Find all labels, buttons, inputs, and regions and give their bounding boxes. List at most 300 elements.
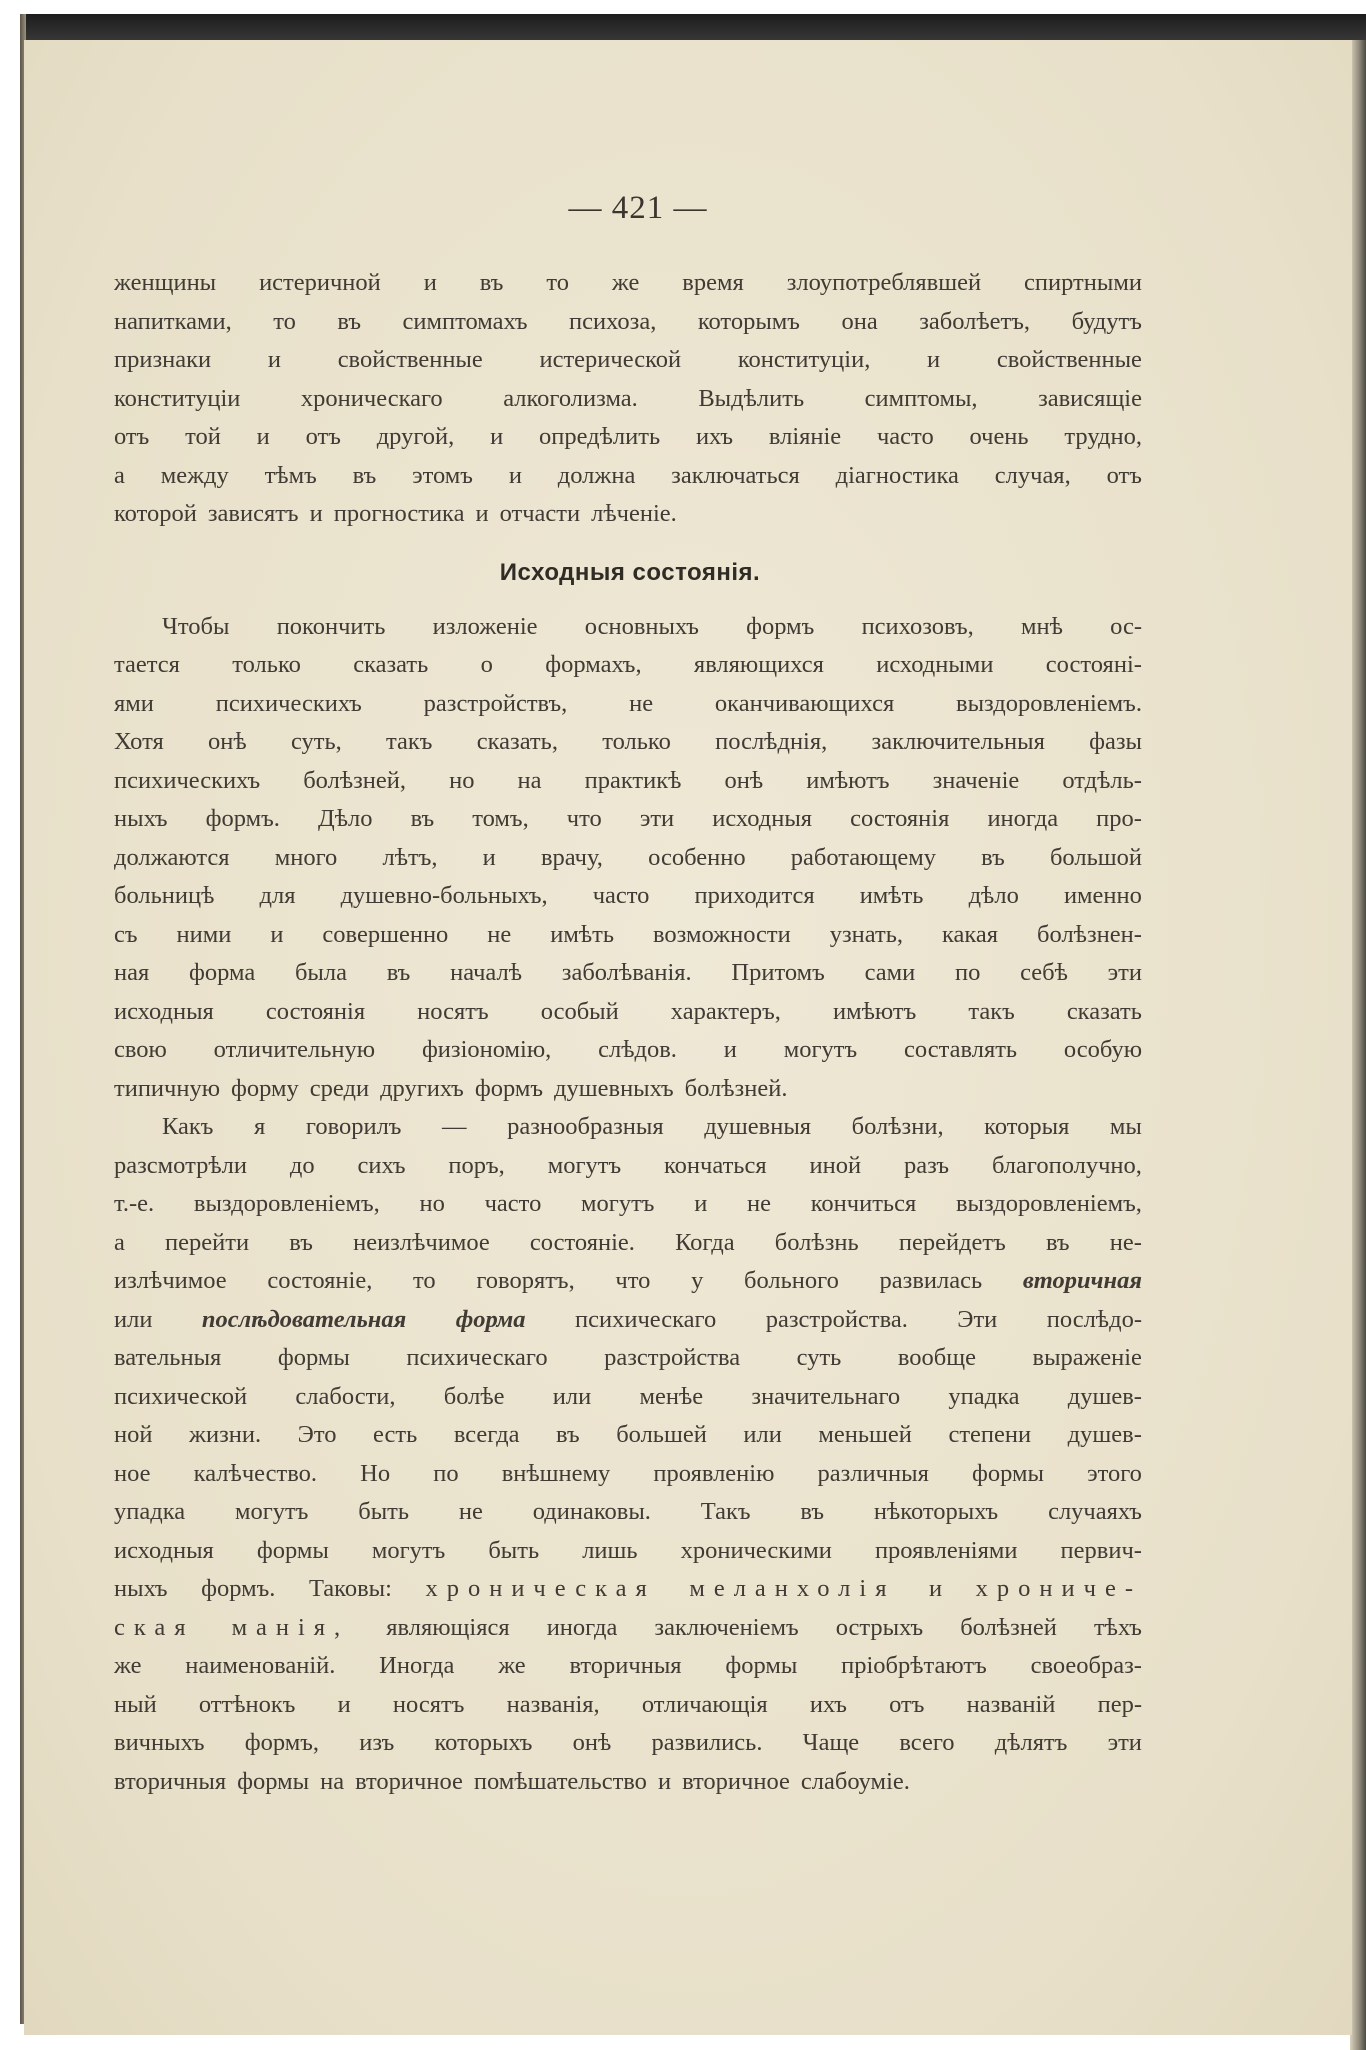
word: душевныя (704, 1113, 812, 1140)
word: Выдѣлить (698, 384, 805, 412)
word: которыя (984, 1113, 1070, 1140)
word: должаются (114, 843, 230, 871)
word: могутъ (371, 1536, 446, 1564)
word: и (723, 1036, 737, 1063)
word: напитками, (114, 307, 232, 335)
word: той (185, 423, 221, 450)
text-line (114, 1185, 1142, 1224)
word: на (517, 766, 542, 794)
word: на (320, 1767, 345, 1795)
word: состояніе, (267, 1267, 373, 1294)
word: формы (237, 1767, 310, 1795)
word: по (433, 1459, 459, 1487)
word: дѣло (968, 882, 1019, 909)
word: и (337, 1690, 351, 1718)
word: неизлѣчимое (353, 1228, 490, 1256)
word: душевно-больныхъ, (340, 882, 548, 909)
word: могутъ (547, 1151, 622, 1179)
word: мнѣ (1020, 612, 1063, 640)
word: не (747, 1190, 772, 1217)
word: опредѣлить (538, 423, 661, 450)
word: проявленіями (874, 1536, 1018, 1564)
word: ихъ (809, 1690, 847, 1718)
word: состоянія (850, 805, 950, 832)
word: послѣдо- (1046, 1305, 1142, 1333)
word: больного (744, 1267, 839, 1294)
word: Притомъ (731, 959, 825, 986)
word: и (657, 1767, 672, 1795)
word: лѣченіе. (591, 500, 677, 527)
word: психической (114, 1382, 248, 1410)
word: онѣ (724, 766, 764, 794)
text-line (114, 1108, 1142, 1147)
word: отличительную (213, 1036, 376, 1063)
word: и (475, 500, 489, 527)
word: разстройства (604, 1344, 741, 1371)
word: болѣзней (960, 1613, 1057, 1641)
word: дѣлятъ (994, 1729, 1068, 1756)
word: разнообразныя (507, 1113, 664, 1140)
word: состояніе. (529, 1228, 635, 1256)
word: быть (488, 1536, 540, 1564)
word: выздоровленіемъ, (955, 1190, 1142, 1217)
word: отдѣль- (1062, 766, 1142, 794)
word: поръ, (448, 1151, 505, 1179)
word: была (294, 959, 347, 986)
text-line (114, 993, 1142, 1032)
word: не- (1109, 1228, 1142, 1256)
word: нѣкоторыхъ (873, 1498, 999, 1525)
word: зависятъ (207, 500, 299, 527)
word: Эти (957, 1305, 998, 1333)
word: онѣ (572, 1729, 612, 1756)
word: она (841, 307, 878, 335)
word: основныхъ (584, 612, 699, 640)
word: и (267, 346, 281, 373)
word: формы (971, 1459, 1044, 1487)
word: формъ (746, 612, 815, 640)
word: симптомахъ (402, 307, 528, 335)
word: возможности (653, 920, 791, 948)
word: свойственные (996, 346, 1142, 373)
word: для (259, 882, 296, 909)
text-line (114, 418, 1142, 457)
text-line (114, 1416, 1142, 1455)
paragraph-1 (114, 264, 1142, 534)
word: манія, (231, 1613, 350, 1641)
word: которыхъ (434, 1729, 533, 1756)
word: говорятъ, (476, 1267, 575, 1294)
word: вичныхъ (114, 1729, 205, 1756)
word: ныхъ (114, 805, 168, 832)
word: же (114, 1652, 142, 1679)
word: будутъ (1071, 307, 1142, 335)
word: онѣ (208, 728, 247, 755)
word: заболѣванія. (561, 959, 692, 986)
word: состоянія (265, 997, 366, 1025)
word: себѣ (1020, 959, 1068, 986)
word: отъ (889, 1690, 925, 1718)
text-line (114, 1031, 1142, 1070)
word: вательныя (114, 1344, 222, 1371)
word: сихъ (357, 1151, 406, 1179)
word: болѣзней. (684, 1074, 788, 1102)
word: могутъ (581, 1190, 655, 1217)
word: у (691, 1267, 704, 1294)
word: съ (114, 920, 138, 948)
word: эти (1107, 1729, 1142, 1756)
word: физіономію, (421, 1036, 552, 1063)
word: первич- (1060, 1536, 1142, 1564)
word: душевныхъ (554, 1074, 674, 1102)
word: пріобрѣтаютъ (841, 1652, 987, 1679)
word: болѣе (443, 1382, 505, 1410)
word: то (546, 269, 569, 296)
word: узнать, (829, 920, 904, 948)
word: мы (1109, 1113, 1142, 1140)
word: ное (114, 1459, 151, 1487)
word: Когда (675, 1228, 735, 1256)
word: я (254, 1113, 266, 1140)
word: ями (114, 689, 154, 717)
word: разъ (904, 1151, 950, 1179)
word: имѣть (550, 920, 615, 948)
word: и (270, 920, 284, 948)
word: такъ (968, 997, 1015, 1025)
word: пер- (1097, 1690, 1142, 1718)
word: болѣзни, (851, 1113, 944, 1140)
text-line (114, 1339, 1142, 1378)
word: ный (114, 1690, 157, 1718)
word: формы (256, 1536, 329, 1564)
text-line (114, 1455, 1142, 1494)
word: и (490, 423, 504, 450)
word: прогностика (333, 500, 465, 527)
word: иной (809, 1151, 862, 1179)
word: формъ (474, 1074, 544, 1102)
paragraph-2 (114, 608, 1142, 1109)
word: же (498, 1652, 526, 1679)
word: отъ (114, 423, 150, 450)
word: въ (800, 1498, 825, 1525)
word: Иногда (379, 1652, 455, 1679)
word: изъ (359, 1729, 395, 1756)
text-line (114, 1686, 1142, 1725)
word: названій (966, 1690, 1056, 1718)
word: — (442, 1113, 467, 1140)
word: лишь (582, 1536, 638, 1564)
word: случаяхъ (1048, 1498, 1142, 1525)
word: въ (352, 461, 377, 489)
word: отъ (305, 423, 341, 450)
word: діагностика (835, 461, 959, 489)
word: психозовъ, (861, 612, 974, 640)
word: жизни. (189, 1421, 262, 1448)
text-line (114, 608, 1142, 647)
word: психическихъ (215, 689, 362, 717)
word: говорилъ (305, 1113, 402, 1140)
text-line (114, 800, 1142, 839)
word: могутъ (783, 1036, 858, 1063)
word: помѣшательство (473, 1767, 647, 1795)
word: Таковы: (308, 1575, 392, 1602)
word: особый (540, 997, 619, 1025)
word: развились. (651, 1729, 763, 1756)
word: вторичная (1022, 1267, 1142, 1294)
word: выздоровленіемъ. (956, 689, 1142, 717)
word: спиртными (1024, 269, 1142, 296)
word: ная (114, 959, 150, 986)
section-heading: Исходныя состоянія. (499, 558, 761, 586)
word: и (508, 461, 522, 489)
word: ними (176, 920, 232, 948)
word: конституціи, (737, 346, 871, 373)
word: въ (1045, 1228, 1070, 1256)
word: хроническая (425, 1575, 656, 1602)
word: тается (114, 651, 180, 678)
text-line (114, 380, 1142, 419)
text-line (114, 1301, 1142, 1340)
word: ихъ (695, 423, 734, 450)
word: ос- (1110, 612, 1142, 640)
word: другихъ (380, 1074, 464, 1102)
word: именно (1063, 882, 1142, 909)
word: другой, (376, 423, 455, 450)
word: тѣмъ (264, 461, 317, 489)
word: и (423, 269, 437, 296)
word: истерической (539, 346, 682, 373)
word: сказать (353, 651, 429, 678)
word: значительнаго (751, 1382, 901, 1410)
word: развилась (879, 1267, 983, 1294)
word: женщины (114, 269, 217, 296)
word: упадка (948, 1382, 1020, 1410)
text-line (114, 646, 1142, 685)
word: заключительныя (871, 728, 1045, 755)
page-number: — 421 — (568, 190, 708, 226)
word: Чаще (802, 1729, 860, 1756)
word: заболѣетъ, (919, 307, 1031, 335)
word: всегда (453, 1421, 520, 1448)
word: меньшей (818, 1421, 912, 1448)
word: слабоуміе. (800, 1767, 910, 1795)
word: злоупотреблявшей (786, 269, 982, 296)
word: упадка (114, 1498, 186, 1525)
word: болѣзнен- (1037, 920, 1142, 948)
word: конституціи (114, 384, 241, 412)
text-line (114, 303, 1142, 342)
word: форма (189, 959, 256, 986)
word: иногда (987, 805, 1059, 832)
word: кончиться (810, 1190, 917, 1217)
word: душев- (1067, 1382, 1142, 1410)
text-line (114, 1147, 1142, 1186)
word: что (615, 1267, 651, 1294)
word: слѣдов. (598, 1036, 677, 1063)
text-line (114, 495, 1142, 534)
word: излѣчимое (114, 1267, 227, 1294)
word: то (273, 307, 296, 335)
word: въ (981, 843, 1005, 871)
word: зависящіе (1038, 384, 1142, 412)
word: формъ, (244, 1729, 320, 1756)
word: ская (114, 1613, 195, 1641)
word: психоза, (569, 307, 657, 335)
word: этого (1087, 1459, 1142, 1487)
word: то (413, 1267, 436, 1294)
word: заключаться (671, 461, 800, 489)
word: и (694, 1190, 708, 1217)
word: трудно, (1064, 423, 1142, 450)
word: калѣчество. (193, 1459, 317, 1487)
word: только (602, 728, 671, 755)
word: типичную (114, 1074, 221, 1102)
word: въ (479, 269, 504, 296)
word: хроническаго (300, 384, 443, 412)
text-line (114, 839, 1142, 878)
word: симптомы, (864, 384, 978, 412)
word: что (566, 805, 602, 832)
word: слабости, (295, 1382, 396, 1410)
word: очень (969, 423, 1029, 450)
text-line (114, 1763, 1142, 1802)
word: Такъ (700, 1498, 751, 1525)
text-line (114, 916, 1142, 955)
word: значеніе (932, 766, 1020, 794)
word: разстройства. (765, 1305, 908, 1333)
word: носятъ (392, 1690, 465, 1718)
word: имѣютъ (806, 766, 890, 794)
text-block (114, 264, 1142, 1801)
word: выраженіе (1032, 1344, 1142, 1371)
word: большой (1049, 843, 1142, 871)
word: тѣхъ (1093, 1613, 1142, 1641)
word: эти (1107, 959, 1142, 986)
word: часто (592, 882, 650, 909)
word: свою (114, 1036, 167, 1063)
word: характеръ, (670, 997, 781, 1025)
word: разсмотрѣли (114, 1151, 248, 1179)
word: больницѣ (114, 882, 215, 909)
word: перейдетъ (898, 1228, 1006, 1256)
word: случая, (994, 461, 1071, 489)
word: суть, (290, 728, 342, 755)
word: Это (297, 1421, 337, 1448)
word: въ (556, 1421, 580, 1448)
word: приходится (694, 882, 815, 909)
word: наименованій. (185, 1652, 336, 1679)
word: или (743, 1421, 782, 1448)
word: часто (484, 1190, 542, 1217)
word: не (458, 1498, 483, 1525)
word: врачу, (540, 843, 603, 871)
word: т.-е. (114, 1190, 155, 1217)
word: формахъ, (545, 651, 642, 678)
word: лѣтъ, (382, 843, 438, 871)
word: про- (1096, 805, 1142, 832)
word: отъ (1106, 461, 1142, 489)
word: между (160, 461, 229, 489)
word: исходныя (114, 997, 214, 1025)
word: время (682, 269, 744, 296)
word: послѣднія, (715, 728, 828, 755)
word: въ (337, 307, 362, 335)
text-line (114, 264, 1142, 303)
text-line (114, 457, 1142, 496)
word: различныя (817, 1459, 929, 1487)
word: же (611, 269, 640, 296)
word: томъ, (472, 805, 529, 832)
word: часто (876, 423, 934, 450)
word: Чтобы (162, 612, 230, 640)
word: сказать, (476, 728, 558, 755)
word: являющіяся (386, 1613, 510, 1641)
word: не (487, 920, 512, 948)
text-line (114, 341, 1142, 380)
word: и (929, 1575, 943, 1602)
word: фазы (1089, 728, 1142, 755)
word: покончить (276, 612, 386, 640)
word: острыхъ (835, 1613, 924, 1641)
word: а (114, 1228, 125, 1256)
word: особую (1063, 1036, 1142, 1063)
text-line (114, 1724, 1142, 1763)
word: всего (899, 1729, 955, 1756)
text-line (114, 877, 1142, 916)
word: вторичное (682, 1767, 790, 1795)
word: формы (277, 1344, 350, 1371)
word: въ (289, 1228, 313, 1256)
word: иногда (546, 1613, 618, 1641)
word: среди (309, 1074, 370, 1102)
word: есть (373, 1421, 418, 1448)
word: психическихъ (114, 766, 261, 794)
word: носятъ (417, 997, 489, 1025)
word: послѣдовательная (201, 1305, 407, 1333)
word: алкоголизма. (503, 384, 638, 412)
word: форму (231, 1074, 299, 1102)
word: формы (725, 1652, 798, 1679)
word: эти (639, 805, 675, 832)
word: и (309, 500, 323, 527)
word: имѣютъ (832, 997, 917, 1025)
text-line (114, 1532, 1142, 1571)
word: быть (358, 1498, 410, 1525)
word: оттѣнокъ (198, 1690, 296, 1718)
word: признаки (114, 346, 212, 373)
word: большей (616, 1421, 707, 1448)
word: по (954, 959, 981, 986)
word: формъ. (205, 805, 280, 832)
word: истеричной (259, 269, 381, 296)
word: исходныя (114, 1536, 214, 1564)
word: являющихся (693, 651, 824, 678)
word: Какъ (162, 1113, 214, 1140)
word: оканчивающихся (714, 689, 895, 717)
word: но (449, 766, 475, 794)
book-page (24, 40, 1352, 2035)
word: которымъ (697, 307, 800, 335)
text-line (114, 723, 1142, 762)
word: ныхъ (114, 1575, 168, 1602)
word: началѣ (450, 959, 523, 986)
word: Но (360, 1459, 391, 1487)
word: названія, (506, 1690, 600, 1718)
word: душев- (1067, 1421, 1142, 1448)
word: и (482, 843, 496, 871)
word: только (232, 651, 301, 678)
word: которой (114, 500, 197, 527)
